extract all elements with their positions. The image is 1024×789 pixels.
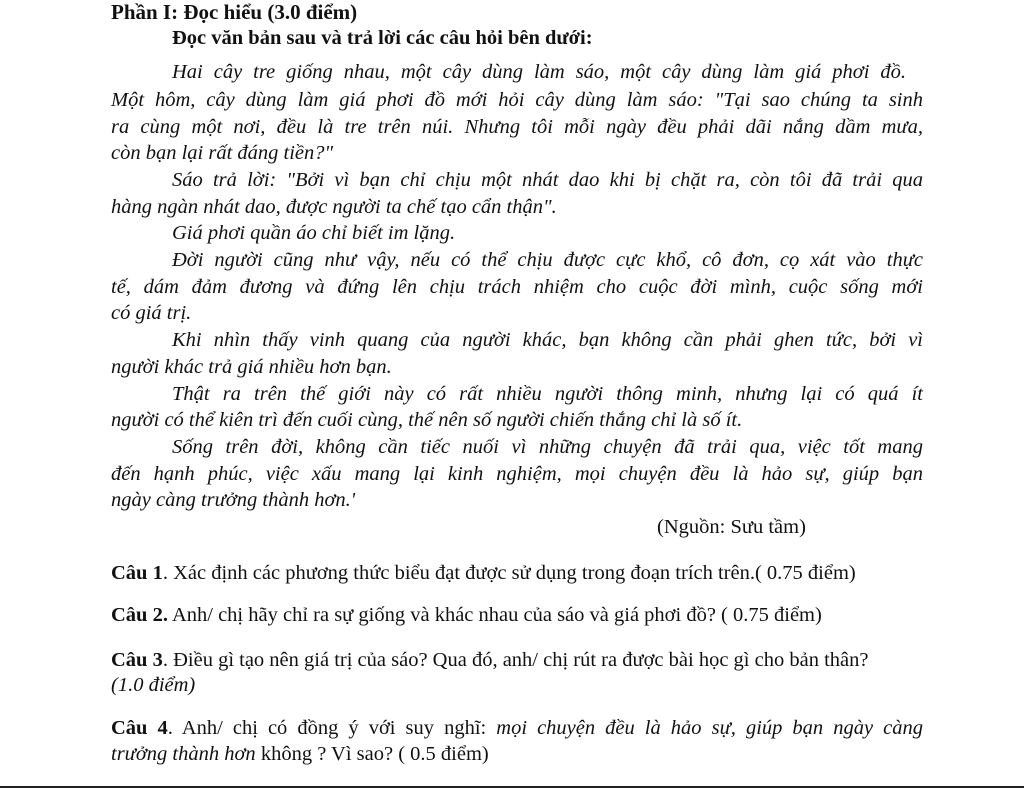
passage-line: Sáo trả lời: "Bởi vì bạn chỉ chịu một nhát dao khi bị chặt ra, còn tôi đã trải qua <box>172 169 923 191</box>
question-quote: mọi chuyện đều là hảo sự, giúp bạn ngày càng <box>496 717 923 739</box>
passage-line: tế, dám đảm đương và đứng lên chịu trách nhiệm cho cuộc đời mình, cuộc sống mới <box>111 276 923 298</box>
passage-line: Khi nhìn thấy vinh quang của người khác, bạn không cần phải ghen tức, bởi vì <box>172 329 923 351</box>
passage-line: Thật ra trên thế giới này có rất nhiều người thông minh, nhưng lại có quá ít <box>172 383 923 405</box>
source-note: (Nguồn: Sưu tầm) <box>657 516 806 538</box>
question-quote: trưởng thành hơn <box>111 743 256 765</box>
question-text: không ? Vì sao? ( 0.5 điểm) <box>255 743 489 765</box>
passage-line: đến hạnh phúc, việc xấu mang lại kinh nghiệm, mọi chuyện đều là hảo sự, giúp bạn <box>111 463 923 485</box>
passage-line: hàng ngàn nhát dao, được người ta chế tạo cẩn thận". <box>111 196 557 218</box>
question-1 <box>111 561 856 585</box>
question-label: Câu 4 <box>111 717 168 739</box>
question-4-continued <box>111 742 489 766</box>
passage-line: ra cùng một nơi, đều là tre trên núi. Nhưng tôi mỗi ngày đều phải dãi nắng dầm mưa, <box>111 116 923 138</box>
passage-line: Hai cây tre giống nhau, một cây dùng làm sáo, một cây dùng làm giá phơi đồ. <box>172 61 906 83</box>
question-text: . Anh/ chị có đồng ý với suy nghĩ: <box>167 717 497 739</box>
passage-line: người có thể kiên trì đến cuối cùng, thế nên số người chiến thắng chỉ là số ít. <box>111 409 743 431</box>
passage-line: có giá trị. <box>111 302 192 324</box>
passage-line: ngày càng trưởng thành hơn.' <box>111 489 356 511</box>
section-title: Phần I: Đọc hiểu (3.0 điểm) <box>111 0 358 24</box>
passage-line: người khác trả giá nhiều hơn bạn. <box>111 356 392 378</box>
question-text: . Điều gì tạo nên giá trị của sáo? Qua đó, anh/ chị rút ra được bài học gì cho bản thân? <box>162 649 869 671</box>
question-3 <box>111 648 868 672</box>
question-text: Anh/ chị hãy chỉ ra sự giống và khác nhau của sáo và giá phơi đồ? ( 0.75 điểm) <box>167 604 822 626</box>
question-2 <box>111 603 822 627</box>
instruction: Đọc văn bản sau và trả lời các câu hỏi bên dưới: <box>172 27 593 49</box>
question-label: Câu 1 <box>111 562 163 584</box>
question-label: Câu 3 <box>111 649 163 671</box>
question-3-points: (1.0 điểm) <box>111 674 196 696</box>
bottom-divider <box>0 786 1024 788</box>
question-label: Câu 2. <box>111 604 168 626</box>
question-4 <box>111 716 923 740</box>
question-text: . Xác định các phương thức biểu đạt được sử dụng trong đoạn trích trên.( 0.75 điểm) <box>162 562 856 584</box>
passage-line: còn bạn lại rất đáng tiền?" <box>111 142 334 164</box>
passage-line: Sống trên đời, không cần tiếc nuối vì những chuyện đã trải qua, việc tốt mang <box>172 436 923 458</box>
passage-line: Giá phơi quần áo chỉ biết im lặng. <box>172 222 456 244</box>
passage-line: Một hôm, cây dùng làm giá phơi đồ mới hỏi cây dùng làm sáo: "Tại sao chúng ta sinh <box>111 89 923 111</box>
passage-line: Đời người cũng như vậy, nếu có thể chịu được cực khổ, cô đơn, cọ xát vào thực <box>172 249 923 271</box>
